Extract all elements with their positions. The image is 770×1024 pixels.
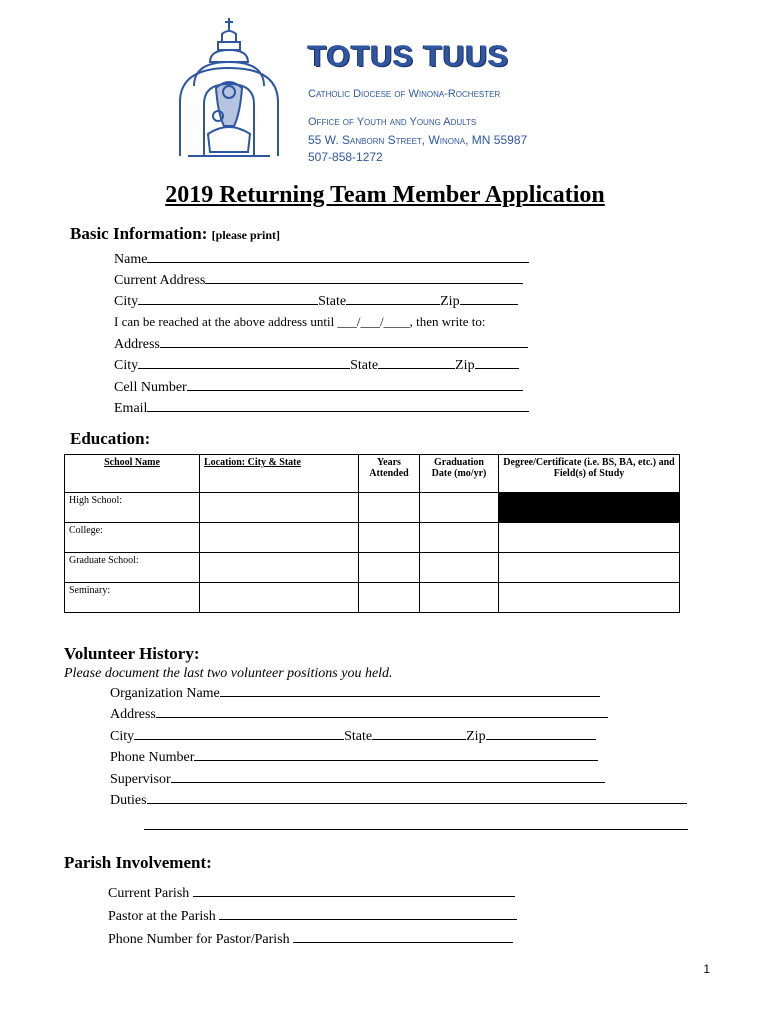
cell-input[interactable] [200,583,359,613]
cell-input[interactable] [200,493,359,523]
table-row [65,583,680,613]
brand-title: TOTUS TUUS [308,40,510,73]
cell-input[interactable] [200,523,359,553]
cell-input[interactable] [200,553,359,583]
education-table [64,454,680,613]
vol-city-label: City [110,729,135,744]
vol-phone-label: Phone Number [110,750,195,765]
cell-input[interactable] [359,523,420,553]
table-row [65,523,680,553]
alt-zip-label: Zip [455,358,475,373]
email-label: Email [114,401,148,416]
vol-state-label: State [344,729,373,744]
alt-city-state-zip-field[interactable] [114,354,519,376]
cell-input[interactable] [420,583,499,613]
supervisor-field[interactable] [110,768,605,790]
name-label: Name [114,252,148,267]
cell-input[interactable] [420,493,499,523]
row-label-graduate-school: Graduate School: [65,553,200,583]
pastor-phone-label: Phone Number for Pastor/Parish [108,932,290,947]
current-parish-label: Current Parish [108,886,190,901]
blocked-cell [499,493,680,523]
office-address: 55 W. Sanborn Street, Winona, MN 55987 [308,133,528,147]
current-address-label: Current Address [114,273,206,288]
volunteer-heading: Volunteer History: [64,644,200,663]
cell-input[interactable] [420,553,499,583]
cell-input[interactable] [499,553,680,583]
col-years: Years Attended [359,455,420,493]
duties-label: Duties [110,793,147,808]
reach-until-text: I can be reached at the above address until ___/___/____, then write to: [114,314,486,329]
email-field[interactable] [114,397,529,419]
page-number: 1 [703,962,710,976]
col-location: Location: City & State [200,455,359,493]
vol-address-field[interactable] [110,703,608,725]
current-parish-field[interactable] [108,882,515,904]
diocese-logo [174,16,284,160]
org-label: Organization Name [110,686,220,701]
office-name: Office of Youth and Young Adults [308,116,477,128]
table-row [65,493,680,523]
cell-input[interactable] [420,523,499,553]
org-name-field[interactable] [110,682,600,704]
vol-phone-field[interactable] [110,746,598,768]
page-title: 2019 Returning Team Member Application [165,182,605,208]
city-label: City [114,294,139,309]
row-label-college: College: [65,523,200,553]
parish-heading: Parish Involvement: [64,853,212,872]
supervisor-label: Supervisor [110,772,171,787]
alt-address-field[interactable] [114,333,528,355]
education-heading: Education: [70,429,151,448]
pastor-field[interactable] [108,905,517,927]
cell-label: Cell Number [114,380,187,395]
duties-field[interactable] [110,789,687,811]
duties-extra-line[interactable] [144,829,688,830]
col-degree: Degree/Certificate (i.e. BS, BA, etc.) and Field(s) of Study [499,455,680,493]
vol-zip-label: Zip [466,729,486,744]
row-label-high-school: High School: [65,493,200,523]
basic-info-heading: Basic Information: [please print] [70,224,280,243]
cell-input[interactable] [499,583,680,613]
cell-input[interactable] [359,583,420,613]
col-graduation: Graduation Date (mo/yr) [420,455,499,493]
state-label: State [318,294,347,309]
name-field[interactable] [114,248,529,270]
alt-address-label: Address [114,337,160,352]
volunteer-instruction: Please document the last two volunteer positions you held. [64,666,393,681]
vol-city-state-zip-field[interactable] [110,725,596,747]
zip-label: Zip [440,294,460,309]
current-address-field[interactable] [114,269,523,291]
print-note: [please print] [211,228,280,242]
pastor-phone-field[interactable] [108,928,513,950]
cell-number-field[interactable] [114,376,523,398]
pastor-label: Pastor at the Parish [108,909,216,924]
vol-address-label: Address [110,707,156,722]
cell-input[interactable] [359,553,420,583]
alt-state-label: State [350,358,379,373]
cell-input[interactable] [499,523,680,553]
office-phone: 507-858-1272 [308,150,383,164]
diocese-name: Catholic Diocese of Winona-Rochester [308,88,501,100]
col-school-name: School Name [65,455,200,493]
cell-input[interactable] [359,493,420,523]
alt-city-label: City [114,358,139,373]
row-label-seminary: Seminary: [65,583,200,613]
table-row [65,553,680,583]
city-state-zip-field[interactable] [114,290,518,312]
